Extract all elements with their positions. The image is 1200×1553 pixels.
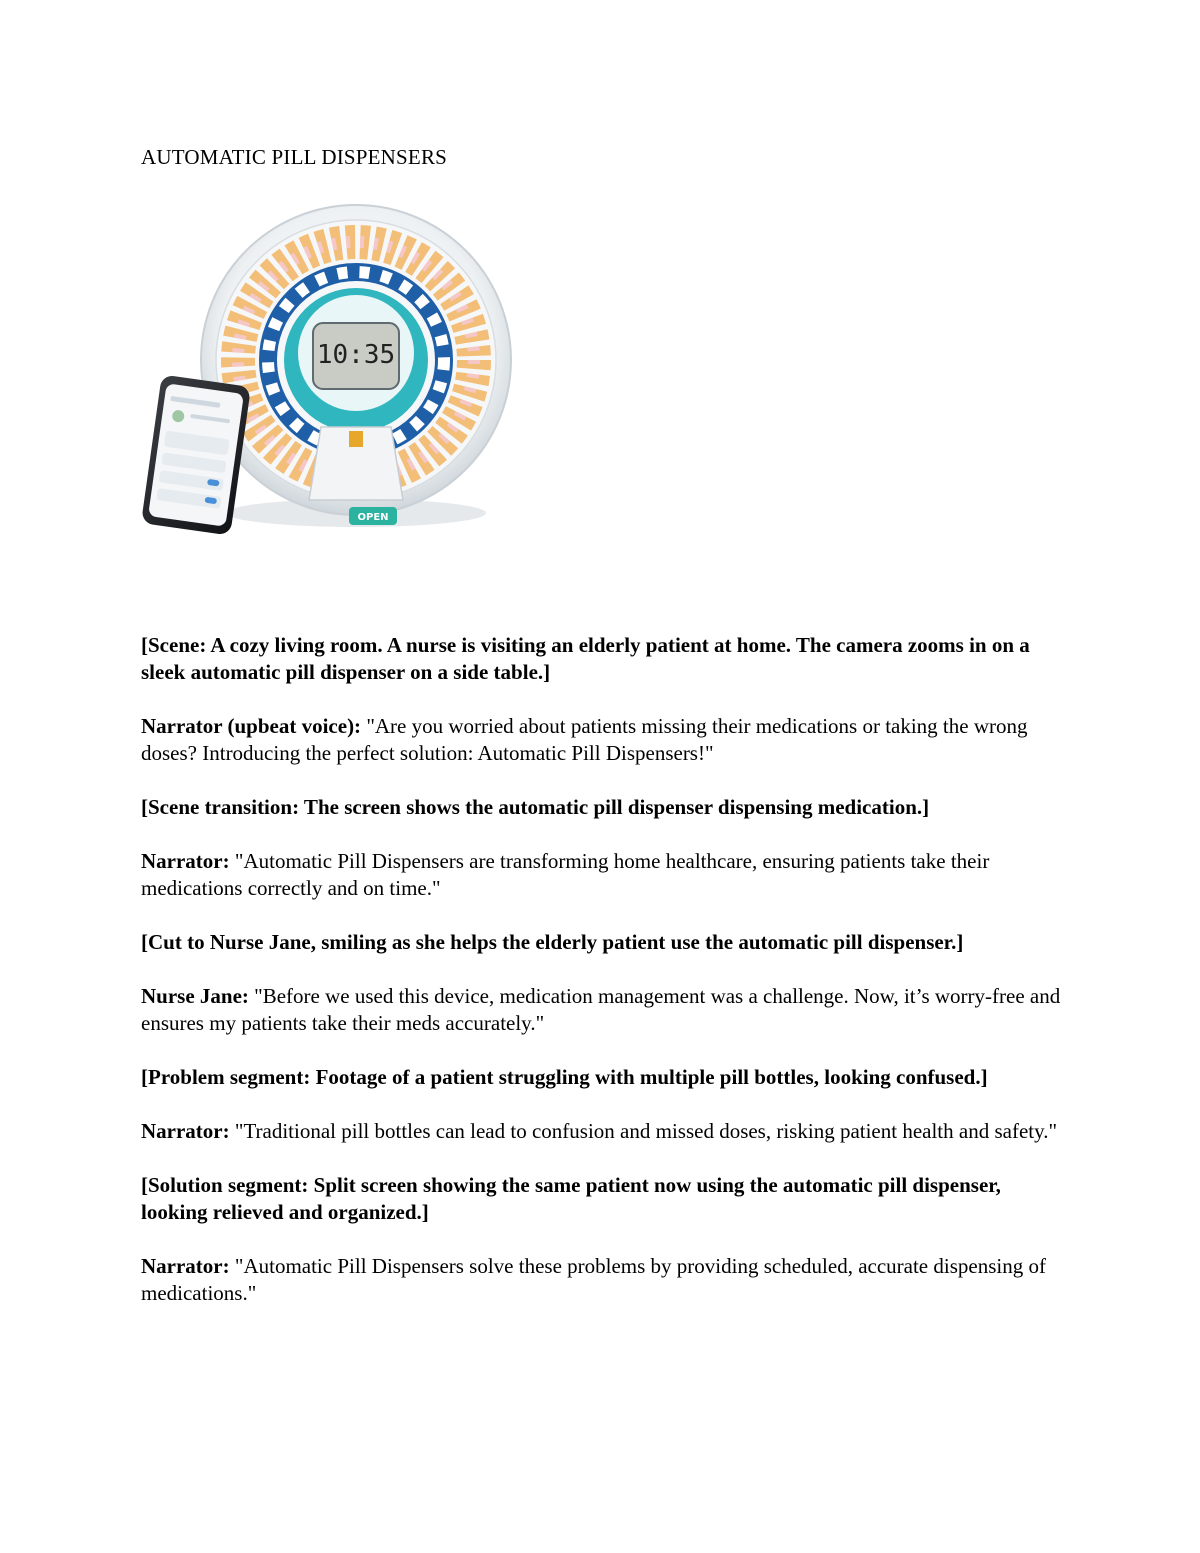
pill-dispenser-figure [141, 195, 521, 545]
pill-dispenser-image [141, 195, 521, 545]
speaker-label: Nurse Jane: [141, 984, 249, 1008]
dialogue-paragraph [141, 1253, 1061, 1307]
scene-direction: [Problem segment: Footage of a patient struggling with multiple pill bottles, looking confused.] [141, 1065, 988, 1089]
scene-direction: [Scene transition: The screen shows the automatic pill dispenser dispensing medication.] [141, 795, 930, 819]
speaker-label: Narrator: [141, 1254, 230, 1278]
dialogue-text: "Automatic Pill Dispensers are transforming home healthcare, ensuring patients take their medications correctly and on time." [141, 849, 990, 900]
script-body [141, 632, 1061, 1334]
scene-direction: [Solution segment: Split screen showing the same patient now using the automatic pill dispenser, looking relieved and organized.] [141, 1173, 1001, 1224]
speaker-label: Narrator: [141, 1119, 230, 1143]
scene-direction: [Scene: A cozy living room. A nurse is visiting an elderly patient at home. The camera zooms in on a sleek automatic pill dispenser on a side table.] [141, 633, 1030, 684]
dialogue-text: "Before we used this device, medication management was a challenge. Now, it’s worry-free and ensures my patients take their meds accurately." [141, 984, 1061, 1035]
dialogue-paragraph [141, 713, 1061, 767]
dialogue-paragraph [141, 848, 1061, 902]
speaker-label: Narrator (upbeat voice): [141, 714, 362, 738]
clock-display: 10:35 [316, 340, 396, 370]
speaker-label: Narrator: [141, 849, 230, 873]
dialogue-text: "Automatic Pill Dispensers solve these problems by providing scheduled, accurate dispensing of medications." [141, 1254, 1046, 1305]
open-button-label: OPEN [357, 512, 389, 523]
dialogue-paragraph [141, 983, 1061, 1037]
dialogue-text: "Traditional pill bottles can lead to confusion and missed doses, risking patient health and safety." [229, 1119, 1058, 1143]
document-title: AUTOMATIC PILL DISPENSERS [141, 145, 448, 169]
scene-direction: [Cut to Nurse Jane, smiling as she helps the elderly patient use the automatic pill dispenser.] [141, 930, 964, 954]
dialogue-paragraph [141, 1118, 1061, 1145]
dialogue-text: "Are you worried about patients missing their medications or taking the wrong doses? Introducing the perfect solution: Automatic Pill Dispensers!" [141, 714, 1028, 765]
